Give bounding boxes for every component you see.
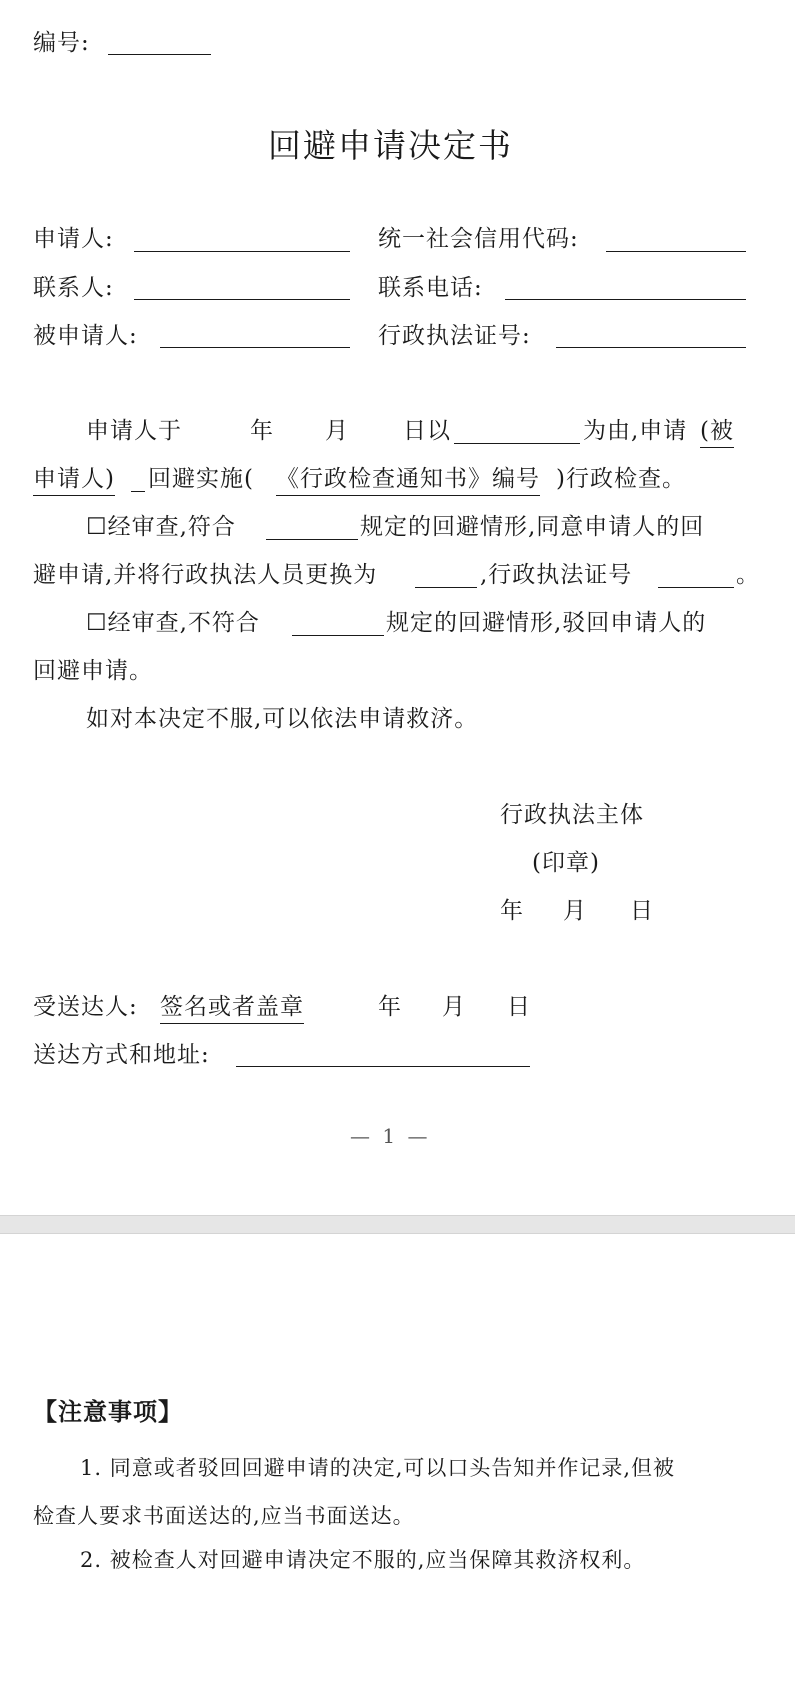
notes-item-1-line1: 1. 同意或者驳回回避申请的决定,可以口头告知并作记录,但被 xyxy=(80,1456,676,1480)
para3-end: 回避申请。 xyxy=(33,658,153,684)
para2-mid: 规定的回避情形,同意申请人的回 xyxy=(360,514,705,540)
contact-label: 联系人: xyxy=(33,275,114,301)
para3-mid: 规定的回避情形,驳回申请人的 xyxy=(386,610,707,636)
para2-start: ☐经审查,符合 xyxy=(86,514,236,540)
respondent-label: 被申请人: xyxy=(33,323,138,349)
seal-label: (印章) xyxy=(532,850,600,876)
receipt-year: 年 xyxy=(378,994,402,1020)
para1-start: 申请人于 xyxy=(86,418,182,444)
replacement-officer-blank xyxy=(415,587,477,588)
para1-reason: 为由,申请 xyxy=(583,418,688,444)
page-separator xyxy=(0,1215,795,1234)
para3-start: ☐经审查,不符合 xyxy=(86,610,260,636)
enforcement-subject: 行政执法主体 xyxy=(500,802,644,828)
notes-heading: 【注意事项】 xyxy=(33,1398,183,1426)
para1-end: )行政检查。 xyxy=(556,466,686,492)
signature-day: 日 xyxy=(630,898,654,924)
number-label: 编号: xyxy=(33,30,90,56)
signature-month: 月 xyxy=(563,898,587,924)
para1-bei: (被 xyxy=(700,416,734,448)
document-page-2 xyxy=(0,1234,795,1706)
notes-item-2: 2. 被检查人对回避申请决定不服的,应当保障其救济权利。 xyxy=(80,1548,646,1572)
contact-blank xyxy=(134,299,350,300)
signature-year: 年 xyxy=(500,898,524,924)
license-no-blank xyxy=(556,347,746,348)
applicant-label: 申请人: xyxy=(33,226,114,252)
para1-implement: 回避实施( xyxy=(148,466,254,492)
replacement-license-blank xyxy=(658,587,734,588)
para4-remedy: 如对本决定不服,可以依法申请救济。 xyxy=(86,706,479,732)
applicant-blank xyxy=(134,251,350,252)
credit-code-label: 统一社会信用代码: xyxy=(378,226,579,252)
receiver-sign: 签名或者盖章 xyxy=(160,992,304,1024)
receipt-month: 月 xyxy=(442,994,466,1020)
phone-label: 联系电话: xyxy=(378,275,483,301)
respondent-fill xyxy=(131,491,145,492)
para2-replace: 避申请,并将行政执法人员更换为 xyxy=(33,562,378,588)
para2-end: 。 xyxy=(736,562,760,588)
delivery-method-label: 送达方式和地址: xyxy=(33,1042,210,1068)
receiver-label: 受送达人: xyxy=(33,994,138,1020)
phone-blank xyxy=(505,299,746,300)
para1-day: 日以 xyxy=(403,418,451,444)
document-title: 回避申请决定书 xyxy=(268,126,513,165)
para1-month: 月 xyxy=(325,418,349,444)
page-number: — 1 — xyxy=(350,1124,431,1148)
license-no-label: 行政执法证号: xyxy=(378,323,531,349)
regulation-blank-1 xyxy=(266,539,358,540)
reason-blank xyxy=(454,443,580,444)
delivery-method-blank xyxy=(236,1066,530,1067)
number-blank xyxy=(108,54,211,55)
regulation-blank-2 xyxy=(292,635,384,636)
para1-year: 年 xyxy=(250,418,274,444)
notes-item-1-line2: 检查人要求书面送达的,应当书面送达。 xyxy=(33,1504,415,1528)
para1-respondent: 申请人) xyxy=(33,464,115,496)
respondent-blank xyxy=(160,347,350,348)
credit-code-blank xyxy=(606,251,746,252)
para2-license: ,行政执法证号 xyxy=(480,562,633,588)
para1-notice-no: 《行政检查通知书》编号 xyxy=(276,464,540,496)
receipt-day: 日 xyxy=(507,994,531,1020)
